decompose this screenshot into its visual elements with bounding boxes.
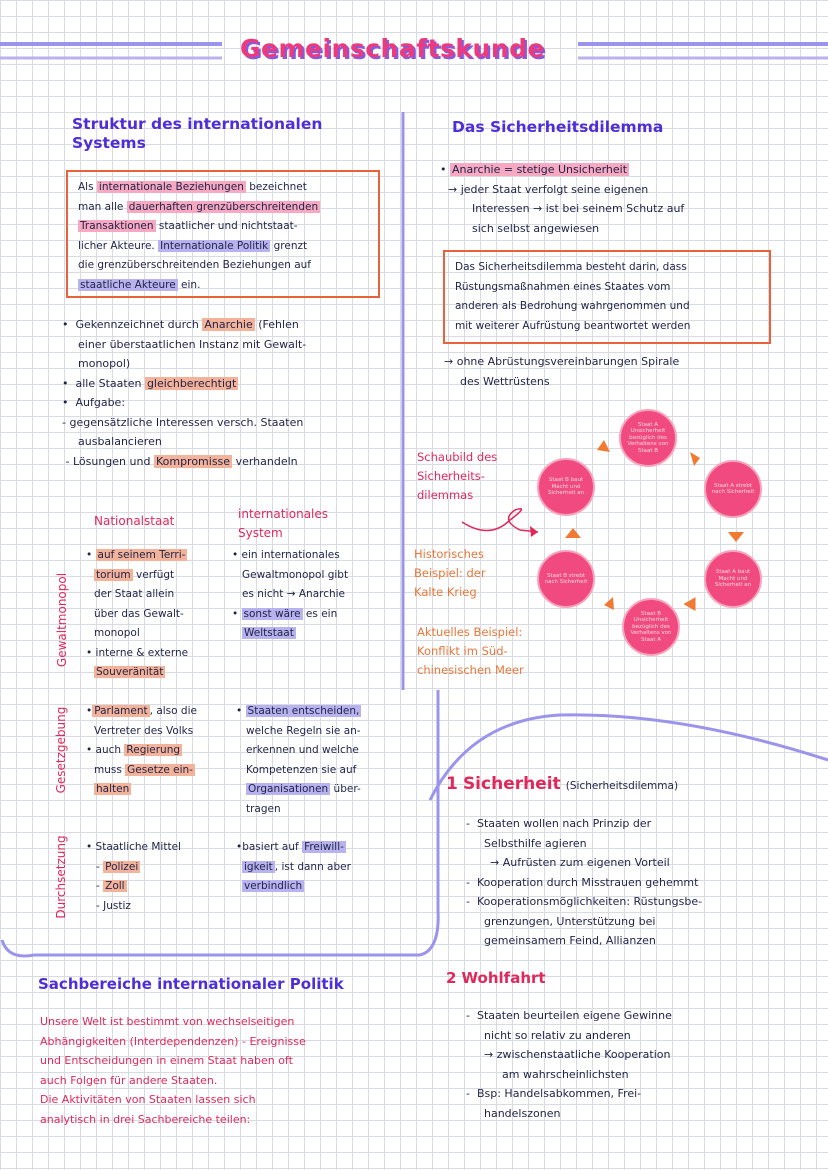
r2c1: • Parlament , also die Vertreter des Volks • auch Regierung muss Gesetze ein- halten: [86, 705, 197, 795]
section-wohlfahrt-list: - Staaten beurteilen eigene Gewinne nicht so relativ zu anderen → zwischenstaatliche Kooperation am wahrscheinlichsten - Bsp: Handelsabkommen, Frei- handelszonen: [466, 1009, 672, 1120]
historic-example: Historisches Beispiel: der Kalte Krieg: [414, 547, 486, 599]
diagram-circle-a-strebt: Staat A strebt nach Sicherheit: [704, 460, 762, 518]
left-heading-line2: Systems: [72, 134, 146, 152]
left-heading-line1: Struktur des internationalen: [72, 115, 323, 133]
col1-head: Nationalstaat: [94, 514, 175, 528]
diagram-label: Schaubild des Sicherheits- dilemmas: [417, 450, 498, 502]
right-heading: Das Sicherheitsdilemma: [452, 118, 664, 136]
section-sicherheit-heading: 1 Sicherheit (Sicherheitsdilemma): [446, 774, 679, 794]
r3c2: •basiert auf Freiwill- igkeit , ist dann aber verbindlich: [236, 841, 351, 892]
col2-head: internationales System: [238, 507, 329, 540]
diagram-circle-b-unsicherheit: Staat B Unsicherheit bezüglich des Verhaltens von Staat A: [622, 598, 680, 656]
left-heading: [72, 115, 402, 153]
diagram-circle-a-unsicherheit: Staat A Unsicherheit bezüglich des Verhaltens von Staat B: [619, 409, 677, 467]
diagram-arrow-6: [597, 440, 610, 452]
bottom-paragraph: Unsere Welt ist bestimmt von wechselseitigen Abhängigkeiten (Interdependenzen) - Ereignisse und Entscheidungen in einem Staat haben oft auch Folgen für andere Staaten. Die Aktivitäten von Staaten lassen sich analytisch in drei Sachbereiche teilen:: [40, 1015, 306, 1126]
row-label-durchsetzung: Durchsetzung: [54, 835, 68, 919]
r2c2: • Staaten entscheiden, welche Regeln sie an- erkennen und welche Kompetenzen sie auf Organisationen über- tragen: [236, 705, 361, 815]
section-sicherheit-list: - Staaten wollen nach Prinzip der Selbsthilfe agieren → Aufrüsten zum eigenen Vorteil - Kooperation durch Misstrauen gehemmt - Kooperationsmöglichkeiten: Rüstungsbe- grenzungen, Unterstützung bei gemeinsamem Feind, Allianzen: [466, 817, 703, 947]
row-label-gesetzgebung: Gesetzgebung: [54, 706, 68, 794]
left-bullets: • Gekennzeichnet durch Anarchie (Fehlen einer überstaatlichen Instanz mit Gewalt- monopol) • alle Staaten gleichberechtigt • Aufgabe: - gegensätzliche Interessen versch. Staaten ausbalancieren - Lösungen und Kompromisse verhandeln: [62, 318, 307, 468]
bottom-heading: Sachbereiche internationaler Politik: [38, 975, 344, 993]
current-example: Aktuelles Beispiel: Konflikt im Süd- chinesischen Meer: [417, 625, 524, 677]
row-label-gewaltmonopol: Gewaltmonopol: [55, 572, 69, 668]
right-bullets: • Anarchie = stetige Unsicherheit → jeder Staat verfolgt seine eigenen Interessen → ist bei seinem Schutz auf sich selbst angewiesen: [440, 163, 685, 235]
diagram-arrow-4: [728, 532, 744, 542]
r1c1: • auf seinem Terri- torium verfügt der Staat allein über das Gewalt- monopol • interne & externe Souveränität: [86, 549, 189, 678]
diagram-arrow-3: [683, 597, 701, 614]
diagram-arrow-5: [690, 452, 700, 466]
diagram-arrow-2: [604, 597, 614, 610]
diagram-arrow-1: [565, 528, 581, 538]
diagram-circle-a-baut: Staat A baut Macht und Sicherheit an: [704, 550, 762, 608]
diagram-circle-b-strebt: Staat B strebt nach Sicherheit: [537, 550, 595, 608]
r1c2: • ein internationales Gewaltmonopol gibt es nicht → Anarchie • sonst wäre es ein Weltstaat: [232, 549, 349, 639]
page-title: Gemeinschaftskunde: [240, 34, 545, 63]
r3c1: • Staatliche Mittel - Polizei - Zoll - Justiz: [86, 841, 181, 912]
arrow-head-pink: [530, 526, 538, 537]
diagram-pointer-arrow: [462, 509, 538, 532]
section-wohlfahrt-heading: 2 Wohlfahrt: [446, 969, 546, 987]
dilemma-box: Das Sicherheitsdilemma besteht darin, dass Rüstungsmaßnahmen eines Staates vom anderen als Bedrohung wahrgenommen und mit weiterer Aufrüstung beantwortet werden: [443, 250, 771, 344]
diagram-circle-b-baut: Staat B baut Macht und Sicherheit an: [537, 458, 595, 516]
arrow-note: → ohne Abrüstungsvereinbarungen Spirale des Wettrüstens: [444, 355, 680, 388]
definition-box: Als internationale Beziehungen bezeichnet man alle dauerhaften grenzüberschreitenden Transaktionen staatlicher und nichtstaat- licher Akteure. Internationale Politik grenzt die grenzüberschreitenden Beziehungen auf staatliche Akteure ein.: [66, 170, 380, 298]
